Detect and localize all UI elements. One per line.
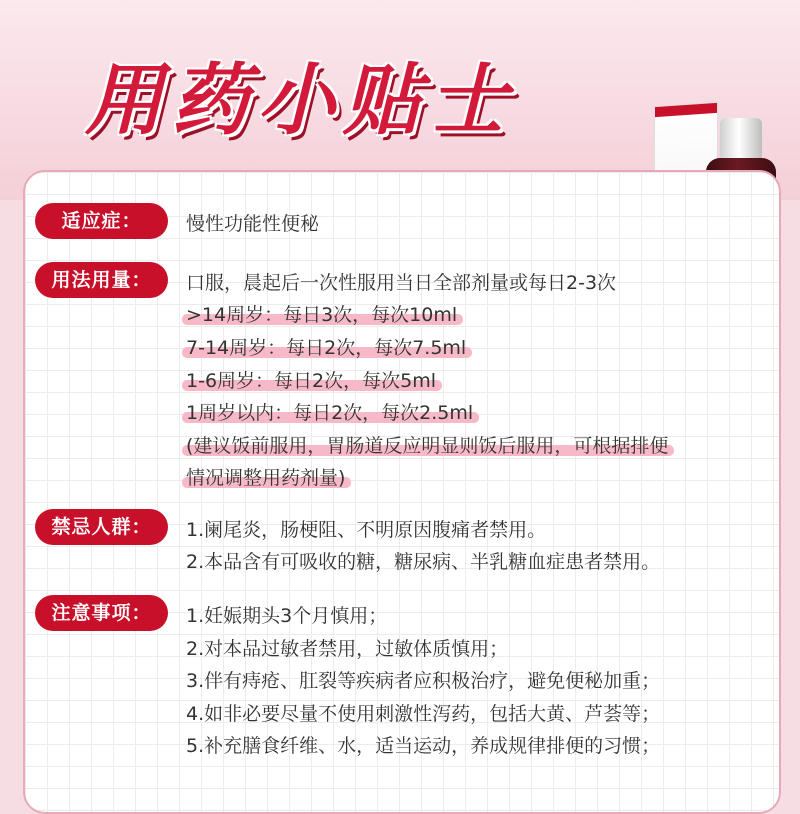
- dosage-line: >14周岁：每日3次，每次10ml: [186, 300, 457, 330]
- dosage-label: 用法用量：: [35, 262, 168, 298]
- contraindication-line: 1.阑尾炎，肠梗阻、不明原因腹痛者禁用。: [186, 519, 547, 541]
- precaution-line: 4.如非必要尽量不使用刺激性泻药，包括大黄、芦荟等；: [186, 703, 661, 725]
- indication-label: 适应症：: [35, 203, 168, 239]
- contraindication-line: 2.本品含有可吸收的糖，糖尿病、半乳糖血症患者禁用。: [186, 551, 661, 573]
- precautions-label: 注意事项：: [35, 595, 168, 631]
- contraindications-label: 禁忌人群：: [35, 509, 168, 545]
- precaution-line: 5.补充膳食纤维、水，适当运动，养成规律排便的习惯；: [186, 735, 661, 757]
- dosage-line: 7-14周岁：每日2次，每次7.5ml: [186, 333, 466, 363]
- precaution-line: 2.对本品过敏者禁用，过敏体质慎用；: [186, 638, 509, 660]
- dosage-line: 口服，晨起后一次性服用当日全部剂量或每日2-3次: [186, 272, 617, 294]
- page-title: 用药小贴士: [84, 56, 515, 146]
- dosage-line: 1-6周岁：每日2次，每次5ml: [186, 366, 436, 396]
- precaution-line: 1.妊娠期头3个月慎用；: [186, 605, 388, 627]
- dosage-line: 1周岁以内：每日2次，每次2.5ml: [186, 398, 473, 428]
- bottle-cap-image: [720, 118, 762, 158]
- precaution-line: 3.伴有痔疮、肛裂等疾病者应积极治疗，避免便秘加重；: [186, 670, 661, 692]
- dosage-line: (建议饭前服用，胃肠道反应明显则饭后服用，可根据排便: [186, 431, 668, 461]
- dosage-line: 情况调整用药剂量): [186, 463, 345, 493]
- indication-text: 慢性功能性便秘: [186, 213, 320, 235]
